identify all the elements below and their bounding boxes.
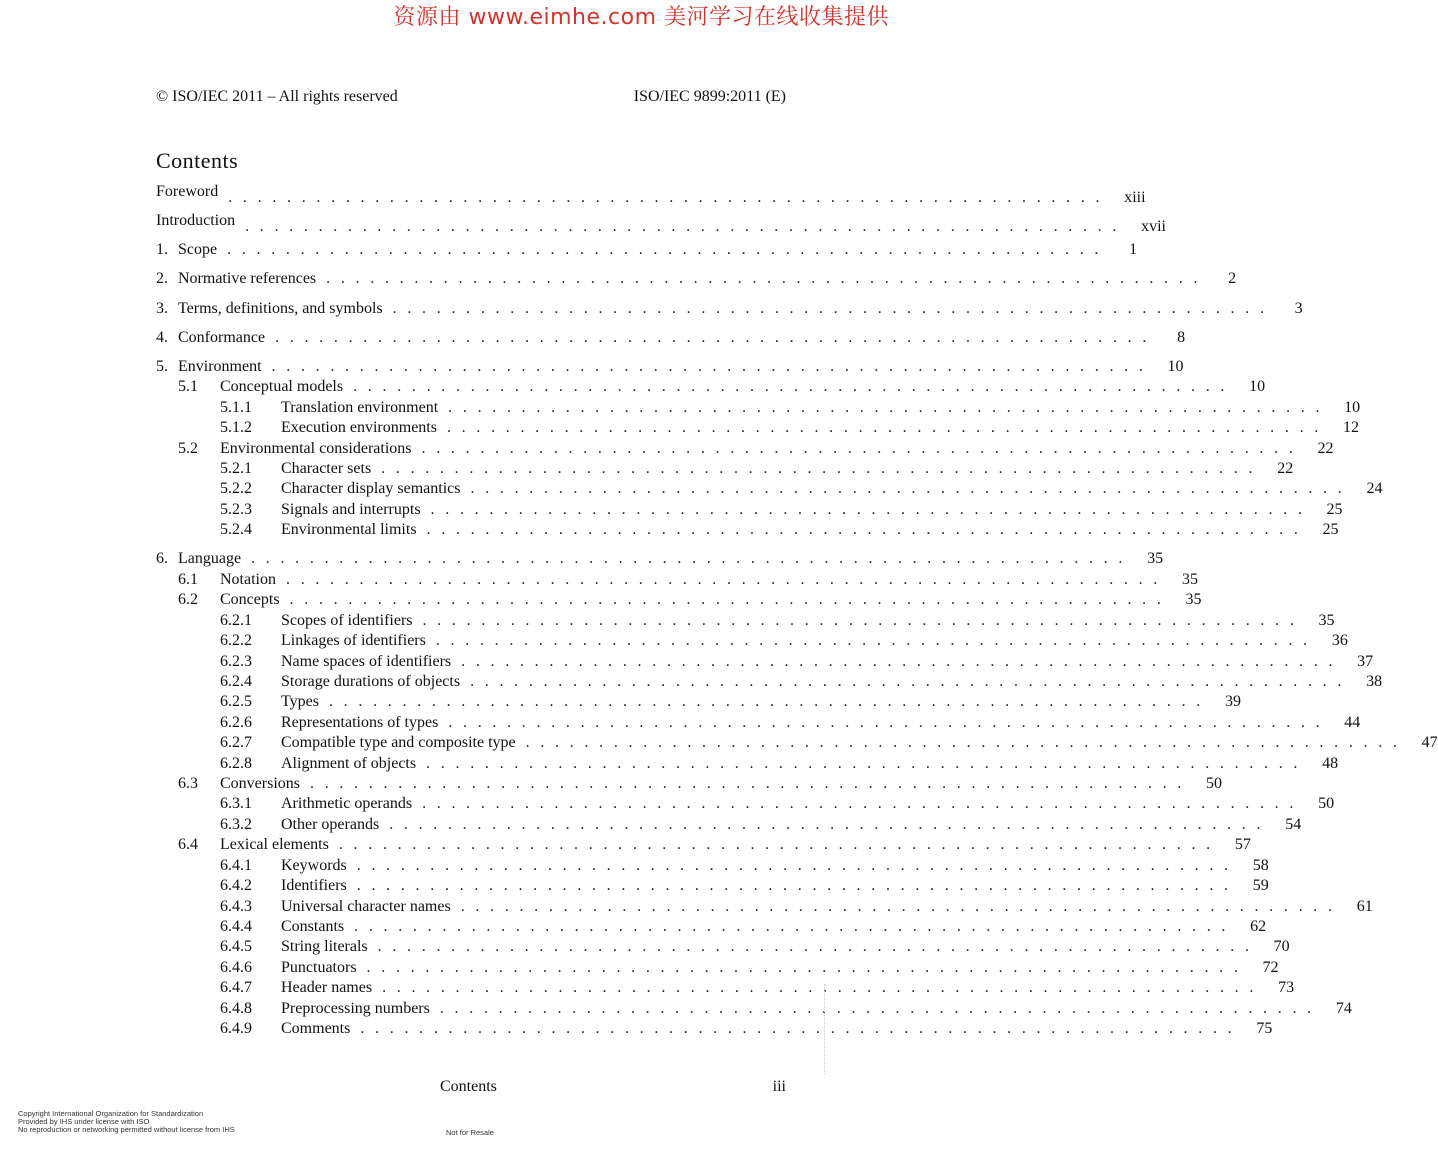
toc-leader-dots: ............................................................ bbox=[421, 440, 1304, 457]
toc-entry-number: 6.2.6 bbox=[220, 714, 252, 731]
toc-leader-dots: ............................................................ bbox=[422, 612, 1305, 629]
toc-entry[interactable] bbox=[156, 549, 1164, 569]
header-standard-id: ISO/IEC 9899:2011 (E) bbox=[633, 88, 786, 105]
header-copyright: © ISO/IEC 2011 – All rights reserved bbox=[156, 88, 398, 105]
toc-entry-label bbox=[156, 269, 316, 289]
toc-entry-label bbox=[156, 713, 438, 733]
toc-entry-label bbox=[156, 240, 217, 260]
toc-leader-dots: ............................................................ bbox=[446, 419, 1329, 436]
toc-entry[interactable] bbox=[156, 398, 1361, 418]
toc-entry-number: 2. bbox=[156, 270, 168, 287]
toc-entry[interactable] bbox=[156, 754, 1339, 774]
toc-entry-number: 6.2.2 bbox=[220, 632, 252, 649]
toc-entry-title: Character sets bbox=[281, 460, 372, 477]
copyright-line: Provided by IHS under license with ISO bbox=[18, 1117, 150, 1126]
toc-entry-number: 6.4 bbox=[178, 836, 198, 853]
toc-entry-title: Name spaces of identifiers bbox=[281, 653, 452, 670]
toc-entry-title: Environmental limits bbox=[281, 521, 417, 538]
toc-leader-dots: ............................................................ bbox=[271, 358, 1154, 375]
toc-entry-label bbox=[156, 459, 371, 479]
toc-entry-label bbox=[156, 815, 379, 835]
toc-entry-title: Foreword bbox=[156, 183, 219, 200]
toc-entry-page: 57 bbox=[1234, 836, 1251, 853]
toc-entry-label bbox=[156, 549, 241, 569]
toc-entry-page: 74 bbox=[1335, 1000, 1352, 1017]
toc-entry[interactable] bbox=[156, 357, 1184, 377]
toc-entry[interactable] bbox=[156, 856, 1269, 876]
toc-entry-page: 73 bbox=[1278, 979, 1295, 996]
toc-entry-title: Preprocessing numbers bbox=[281, 1000, 430, 1017]
toc-entry-title: Signals and interrupts bbox=[281, 501, 421, 518]
toc-entry[interactable] bbox=[156, 733, 1438, 753]
toc-entry[interactable] bbox=[156, 672, 1383, 692]
toc-entry-title: Environment bbox=[178, 358, 262, 375]
toc-entry[interactable] bbox=[156, 439, 1334, 459]
toc-entry-title: Arithmetic operands bbox=[281, 795, 413, 812]
toc-entry-page: 47 bbox=[1421, 734, 1438, 751]
toc-leader-dots: ............................................................ bbox=[470, 673, 1353, 690]
toc-entry-label bbox=[156, 590, 280, 610]
toc-leader-dots: ............................................................ bbox=[275, 329, 1158, 346]
toc-entry-label bbox=[156, 570, 276, 590]
toc-entry-title: Types bbox=[281, 693, 319, 710]
toc-entry[interactable] bbox=[156, 692, 1241, 712]
toc-leader-dots: ............................................................ bbox=[354, 918, 1237, 935]
toc-entry-label bbox=[156, 999, 430, 1019]
toc-leader-dots: ............................................................ bbox=[389, 816, 1272, 833]
toc-entry-page: 70 bbox=[1273, 938, 1290, 955]
toc-entry[interactable] bbox=[156, 631, 1348, 651]
toc-entry-label bbox=[156, 856, 347, 876]
toc-entry[interactable] bbox=[156, 377, 1266, 397]
toc-entry-number: 6.3.2 bbox=[220, 816, 252, 833]
toc-leader-dots: ............................................................ bbox=[448, 714, 1331, 731]
toc-entry-page: 10 bbox=[1344, 399, 1361, 416]
toc-leader-dots: ............................................................ bbox=[470, 480, 1353, 497]
toc-entry[interactable] bbox=[156, 570, 1198, 590]
toc-entry-number: 5.1 bbox=[178, 378, 198, 395]
toc-entry-number: 5.2 bbox=[178, 440, 198, 457]
toc-entry-label bbox=[156, 774, 300, 794]
toc-leader-dots: ............................................................ bbox=[328, 693, 1211, 710]
toc-entry-number: 6.4.9 bbox=[220, 1020, 252, 1037]
toc-entry-label bbox=[156, 211, 235, 231]
toc-entry-page: 8 bbox=[1177, 329, 1186, 346]
toc-entry-title: Conversions bbox=[220, 775, 300, 792]
toc-entry-title: Other operands bbox=[281, 816, 380, 833]
not-for-resale-note: Not for Resale bbox=[446, 1128, 494, 1137]
toc-entry-label bbox=[156, 917, 344, 937]
toc-entry-page: 37 bbox=[1357, 653, 1374, 670]
toc-entry-page: 10 bbox=[1249, 378, 1266, 395]
toc-leader-dots: ............................................................ bbox=[353, 378, 1236, 395]
toc-entry-label bbox=[156, 299, 383, 319]
toc-entry-title: Language bbox=[178, 550, 242, 567]
footer-page-number: iii bbox=[772, 1078, 786, 1095]
toc-entry-title: Linkages of identifiers bbox=[281, 632, 426, 649]
toc-entry[interactable] bbox=[156, 999, 1352, 1019]
toc-entry[interactable] bbox=[156, 978, 1295, 998]
toc-leader-dots: ............................................................ bbox=[381, 460, 1264, 477]
scan-margin-mark bbox=[824, 984, 827, 1074]
toc-entry-page: 62 bbox=[1250, 918, 1267, 935]
toc-entry-number: 5.2.3 bbox=[220, 501, 252, 518]
toc-entry-label bbox=[156, 398, 438, 418]
toc-entry-label bbox=[156, 182, 218, 202]
toc-entry-title: Translation environment bbox=[281, 399, 439, 416]
toc-entry-page: 1 bbox=[1129, 241, 1138, 258]
toc-leader-dots: ............................................................ bbox=[245, 218, 1128, 235]
toc-entry-number: 5.2.4 bbox=[220, 521, 252, 538]
toc-entry-number: 6.2.1 bbox=[220, 612, 252, 629]
toc-entry[interactable] bbox=[156, 937, 1290, 957]
toc-entry-label bbox=[156, 418, 437, 438]
toc-entry-label bbox=[156, 835, 329, 855]
toc-leader-dots: ............................................................ bbox=[448, 399, 1331, 416]
toc-leader-dots: ............................................................ bbox=[382, 979, 1265, 996]
toc-entry[interactable] bbox=[156, 897, 1373, 917]
toc-entry-number: 6.4.6 bbox=[220, 959, 252, 976]
toc-entry-page: 38 bbox=[1366, 673, 1383, 690]
toc-entry-page: xvii bbox=[1141, 218, 1166, 235]
toc-entry-page: 61 bbox=[1356, 898, 1373, 915]
watermark-banner: 资源由 www.eimhe.com 美河学习在线收集提供 bbox=[393, 5, 889, 30]
toc-entry[interactable] bbox=[156, 182, 1146, 206]
toc-entry[interactable] bbox=[156, 958, 1279, 978]
toc-entry-title: Character display semantics bbox=[281, 480, 461, 497]
toc-entry-label bbox=[156, 897, 451, 917]
toc-entry-title: Compatible type and composite type bbox=[281, 734, 516, 751]
toc-entry-number: 6.4.5 bbox=[220, 938, 252, 955]
toc-entry-page: 2 bbox=[1228, 270, 1237, 287]
toc-entry-label bbox=[156, 631, 426, 651]
toc-entry-label bbox=[156, 754, 416, 774]
toc-entry-label bbox=[156, 794, 412, 814]
toc-entry-title: Lexical elements bbox=[220, 836, 329, 853]
toc-entry-title: Normative references bbox=[178, 270, 317, 287]
toc-entry-page: 59 bbox=[1252, 877, 1269, 894]
toc-entry-title: Comments bbox=[281, 1020, 351, 1037]
toc-entry-page: 25 bbox=[1326, 501, 1343, 518]
toc-entry[interactable] bbox=[156, 520, 1339, 540]
toc-entry-number: 6.4.1 bbox=[220, 857, 252, 874]
toc-entry-label bbox=[156, 377, 343, 397]
toc-entry-title: Punctuators bbox=[281, 959, 357, 976]
toc-entry-page: 36 bbox=[1331, 632, 1348, 649]
toc-entry[interactable] bbox=[156, 1019, 1273, 1039]
toc-entry[interactable] bbox=[156, 479, 1383, 499]
toc-entry-label bbox=[156, 328, 265, 348]
toc-entry-title: Universal character names bbox=[281, 898, 451, 915]
toc-leader-dots: ............................................................ bbox=[289, 591, 1172, 608]
toc-entry-label bbox=[156, 876, 347, 896]
toc-entry-label bbox=[156, 652, 451, 672]
toc-entry-number: 6.4.4 bbox=[220, 918, 252, 935]
toc-entry[interactable] bbox=[156, 713, 1361, 733]
toc-entry-number: 1. bbox=[156, 241, 168, 258]
toc-leader-dots: ............................................................ bbox=[426, 521, 1309, 538]
toc-entry-page: 72 bbox=[1262, 959, 1279, 976]
toc-entry-number: 5.2.1 bbox=[220, 460, 252, 477]
toc-entry-number: 6.2.4 bbox=[220, 673, 252, 690]
toc-entry-page: 58 bbox=[1252, 857, 1269, 874]
toc-entry-title: Scope bbox=[178, 241, 218, 258]
toc-leader-dots: ............................................................ bbox=[326, 270, 1209, 287]
toc-entry-page: 48 bbox=[1322, 755, 1339, 772]
toc-entry[interactable] bbox=[156, 269, 1237, 289]
toc-entry[interactable] bbox=[156, 299, 1303, 319]
toc-entry-page: 24 bbox=[1366, 480, 1383, 497]
toc-entry-title: Keywords bbox=[281, 857, 347, 874]
toc-entry-title: Storage durations of objects bbox=[281, 673, 461, 690]
toc-leader-dots: ............................................................ bbox=[525, 734, 1408, 751]
toc-entry-number: 6.2.3 bbox=[220, 653, 252, 670]
toc-leader-dots: ............................................................ bbox=[366, 959, 1249, 976]
toc-entry-page: 75 bbox=[1256, 1020, 1273, 1037]
toc-entry[interactable] bbox=[156, 835, 1251, 855]
toc-leader-dots: ............................................................ bbox=[461, 653, 1344, 670]
toc-entry-page: 25 bbox=[1322, 521, 1339, 538]
toc-entry-page: 35 bbox=[1318, 612, 1335, 629]
toc-entry[interactable] bbox=[156, 794, 1335, 814]
toc-entry-page: 10 bbox=[1167, 358, 1184, 375]
toc-leader-dots: ............................................................ bbox=[356, 877, 1239, 894]
toc-leader-dots: ............................................................ bbox=[435, 632, 1318, 649]
toc-entry-label bbox=[156, 500, 421, 520]
toc-entry[interactable] bbox=[156, 774, 1222, 794]
toc-entry[interactable] bbox=[156, 240, 1138, 260]
toc-leader-dots: ............................................................ bbox=[392, 300, 1275, 317]
toc-entry-title: Constants bbox=[281, 918, 345, 935]
toc-entry-title: Header names bbox=[281, 979, 373, 996]
toc-entry-label bbox=[156, 357, 262, 377]
toc-entry-number: 6.4.7 bbox=[220, 979, 252, 996]
toc-entry-number: 6.2 bbox=[178, 591, 198, 608]
toc-entry-title: Notation bbox=[220, 571, 276, 588]
toc-entry-label bbox=[156, 692, 319, 712]
toc-entry[interactable] bbox=[156, 611, 1335, 631]
toc-entry-number: 6.3.1 bbox=[220, 795, 252, 812]
toc-leader-dots: ............................................................ bbox=[310, 775, 1192, 792]
toc-leader-dots: ............................................................ bbox=[338, 836, 1221, 853]
toc-entry-title: Conceptual models bbox=[220, 378, 344, 395]
toc-leader-dots: ............................................................ bbox=[439, 1000, 1322, 1017]
toc-entry[interactable] bbox=[156, 459, 1294, 479]
toc-entry-title: Alignment of objects bbox=[281, 755, 417, 772]
toc-entry-title: Execution environments bbox=[281, 419, 437, 436]
toc-entry-label bbox=[156, 978, 372, 998]
toc-entry[interactable] bbox=[156, 328, 1186, 348]
toc-title: Contents bbox=[156, 148, 239, 173]
toc-entry-title: Concepts bbox=[220, 591, 280, 608]
toc-entry-page: 39 bbox=[1224, 693, 1241, 710]
toc-entry-label bbox=[156, 1019, 350, 1039]
toc-entry-label bbox=[156, 733, 516, 753]
toc-leader-dots: ............................................................ bbox=[228, 189, 1111, 206]
toc-entry[interactable] bbox=[156, 917, 1267, 937]
toc-entry-page: xiii bbox=[1124, 189, 1146, 206]
copyright-notice bbox=[18, 1110, 235, 1134]
toc-entry-number: 6.4.2 bbox=[220, 877, 252, 894]
toc-entry-number: 6. bbox=[156, 550, 168, 567]
toc-entry-page: 50 bbox=[1318, 795, 1335, 812]
toc-entry[interactable] bbox=[156, 815, 1302, 835]
toc-entry-number: 5. bbox=[156, 358, 168, 375]
toc-entry-title: Scopes of identifiers bbox=[281, 612, 413, 629]
toc-leader-dots: ............................................................ bbox=[377, 938, 1260, 955]
toc-entry-title: Identifiers bbox=[281, 877, 347, 894]
copyright-line: No reproduction or networking permitted without license from IHS bbox=[18, 1125, 235, 1134]
toc-entry-page: 54 bbox=[1285, 816, 1302, 833]
toc-entry[interactable] bbox=[156, 500, 1343, 520]
toc-entry-page: 44 bbox=[1344, 714, 1361, 731]
toc-entry-number: 5.1.2 bbox=[220, 419, 252, 436]
toc-entry-page: 12 bbox=[1342, 419, 1359, 436]
toc-entry-number: 6.4.8 bbox=[220, 1000, 252, 1017]
toc-entry-number: 5.2.2 bbox=[220, 480, 252, 497]
toc-leader-dots: ............................................................ bbox=[356, 857, 1239, 874]
toc-entry-number: 6.3 bbox=[178, 775, 198, 792]
toc-entry[interactable] bbox=[156, 652, 1374, 672]
toc-entry-title: Terms, definitions, and symbols bbox=[178, 300, 383, 317]
toc-leader-dots: ............................................................ bbox=[460, 898, 1343, 915]
toc-entry-title: Representations of types bbox=[281, 714, 439, 731]
toc-leader-dots: ............................................................ bbox=[286, 571, 1168, 588]
toc-leader-dots: ............................................................ bbox=[360, 1020, 1243, 1037]
toc-entry-title: Environmental considerations bbox=[220, 440, 412, 457]
toc-entry-number: 3. bbox=[156, 300, 168, 317]
toc-entry-page: 50 bbox=[1206, 775, 1222, 792]
toc-entry-number: 6.2.7 bbox=[220, 734, 252, 751]
toc-leader-dots: ............................................................ bbox=[422, 795, 1305, 812]
toc-entry-label bbox=[156, 611, 413, 631]
toc-entry-label bbox=[156, 672, 460, 692]
toc-entry-page: 22 bbox=[1277, 460, 1294, 477]
footer-section-name: Contents bbox=[440, 1078, 497, 1095]
toc-entry-label bbox=[156, 958, 357, 978]
toc-entry-number: 6.4.3 bbox=[220, 898, 252, 915]
toc-entry-page: 35 bbox=[1182, 571, 1198, 588]
toc-entry-number: 6.2.5 bbox=[220, 693, 252, 710]
toc-entry-label bbox=[156, 520, 417, 540]
toc-entry-label bbox=[156, 439, 412, 459]
toc-entry-title: String literals bbox=[281, 938, 368, 955]
toc-entry-title: Introduction bbox=[156, 212, 236, 229]
toc-entry[interactable] bbox=[156, 590, 1202, 610]
toc-entry[interactable] bbox=[156, 418, 1359, 438]
toc-entry-title: Conformance bbox=[178, 329, 266, 346]
toc-entry-page: 3 bbox=[1294, 300, 1303, 317]
toc-leader-dots: ............................................................ bbox=[251, 550, 1134, 567]
toc-entry-number: 4. bbox=[156, 329, 168, 346]
toc-leader-dots: ............................................................ bbox=[426, 755, 1309, 772]
toc-entry[interactable] bbox=[156, 211, 1166, 235]
toc-entry-number: 6.2.8 bbox=[220, 755, 252, 772]
copyright-line: Copyright International Organization for Standardization bbox=[18, 1109, 204, 1118]
toc-entry-page: 22 bbox=[1317, 440, 1334, 457]
toc-entry-number: 6.1 bbox=[178, 571, 198, 588]
toc-entry[interactable] bbox=[156, 876, 1269, 896]
toc-entry-label bbox=[156, 937, 368, 957]
toc-leader-dots: ............................................................ bbox=[430, 501, 1313, 518]
toc-entry-number: 5.1.1 bbox=[220, 399, 252, 416]
toc-leader-dots: ............................................................ bbox=[227, 241, 1110, 258]
toc-entry-label bbox=[156, 479, 461, 499]
toc-entry-page: 35 bbox=[1185, 591, 1202, 608]
toc-entry-page: 35 bbox=[1147, 550, 1164, 567]
